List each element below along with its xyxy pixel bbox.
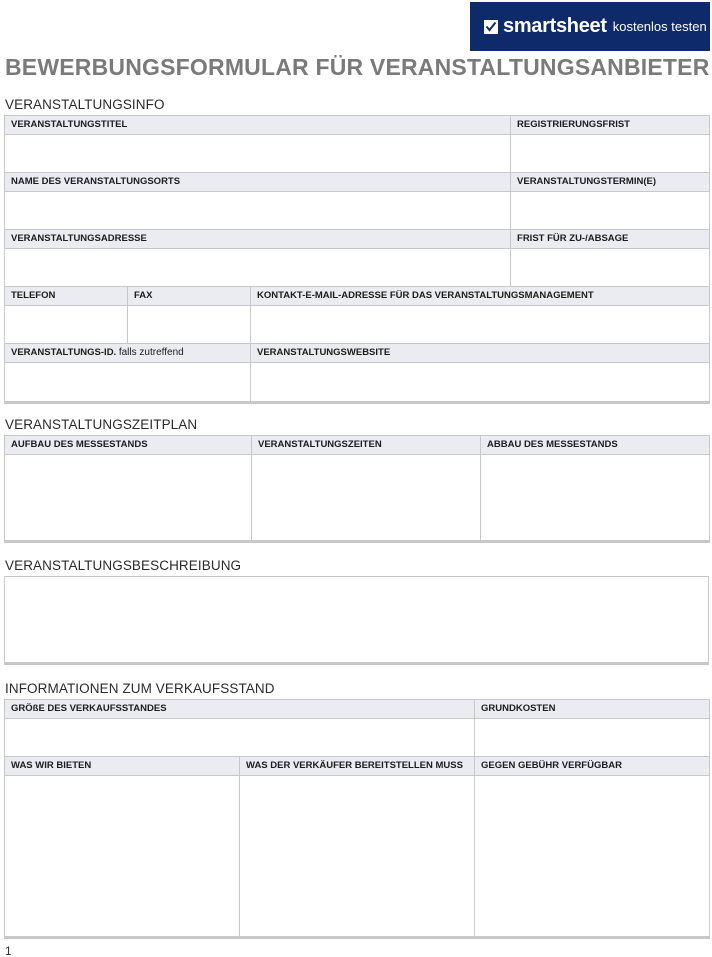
label-event-id-text: VERANSTALTUNGS-ID. (11, 347, 117, 358)
label-event-address: VERANSTALTUNGSADRESSE (5, 230, 511, 249)
label-booth-setup: AUFBAU DES MESSESTANDS (5, 436, 252, 455)
field-venue-name[interactable] (5, 192, 511, 230)
section-heading-event-info: VERANSTALTUNGSINFO (5, 97, 165, 112)
section-heading-schedule: VERANSTALTUNGSZEITPLAN (5, 417, 198, 432)
field-booth-teardown[interactable] (481, 455, 710, 542)
label-booth-teardown: ABBAU DES MESSESTANDS (481, 436, 710, 455)
label-we-offer: WAS WIR BIETEN (5, 757, 240, 776)
label-event-id (5, 344, 251, 363)
field-event-description[interactable] (5, 577, 709, 664)
schedule-table (4, 435, 710, 543)
field-event-id[interactable] (5, 363, 251, 403)
page-number: 1 (5, 944, 12, 957)
description-table (4, 576, 709, 665)
page-title: BEWERBUNGSFORMULAR FÜR VERANSTALTUNGSANBIETER (5, 54, 710, 80)
field-available-for-fee[interactable] (475, 776, 710, 938)
field-phone[interactable] (5, 306, 128, 344)
label-event-id-note: falls zutreffend (118, 347, 184, 358)
label-registration-deadline: REGISTRIERUNGSFRIST (511, 116, 710, 135)
field-event-title[interactable] (5, 135, 511, 173)
smartsheet-logo-icon (484, 20, 498, 34)
field-we-offer[interactable] (5, 776, 240, 938)
smartsheet-trial-banner[interactable] (470, 2, 710, 51)
label-phone: TELEFON (5, 287, 128, 306)
field-base-cost[interactable] (475, 719, 710, 757)
label-vendor-provides: WAS DER VERKÄUFER BEREITSTELLEN MUSS (240, 757, 475, 776)
banner-cta: kostenlos testen (612, 19, 707, 34)
label-booth-size: GRÖßE DES VERKAUFSSTANDES (5, 700, 475, 719)
field-contact-email[interactable] (251, 306, 710, 344)
booth-info-table (4, 699, 710, 939)
field-event-times[interactable] (252, 455, 481, 542)
label-venue-name: NAME DES VERANSTALTUNGSORTS (5, 173, 511, 192)
field-event-address[interactable] (5, 249, 511, 287)
label-event-title: VERANSTALTUNGSTITEL (5, 116, 511, 135)
label-contact-email: KONTAKT-E-MAIL-ADRESSE FÜR DAS VERANSTALTUNGSMANAGEMENT (251, 287, 710, 306)
label-acceptance-deadline: FRIST FÜR ZU-/ABSAGE (511, 230, 710, 249)
label-fax: FAX (128, 287, 251, 306)
section-heading-description: VERANSTALTUNGSBESCHREIBUNG (5, 558, 242, 573)
field-booth-setup[interactable] (5, 455, 252, 542)
field-fax[interactable] (128, 306, 251, 344)
label-event-times: VERANSTALTUNGSZEITEN (252, 436, 481, 455)
event-info-table (4, 115, 710, 404)
label-base-cost: GRUNDKOSTEN (475, 700, 710, 719)
field-event-website[interactable] (251, 363, 710, 403)
section-heading-booth-info: INFORMATIONEN ZUM VERKAUFSSTAND (5, 681, 275, 696)
label-available-for-fee: GEGEN GEBÜHR VERFÜGBAR (475, 757, 710, 776)
field-event-dates[interactable] (511, 192, 710, 230)
banner-brand: smartsheet (503, 15, 607, 37)
label-event-website: VERANSTALTUNGSWEBSITE (251, 344, 710, 363)
field-booth-size[interactable] (5, 719, 475, 757)
field-vendor-provides[interactable] (240, 776, 475, 938)
field-registration-deadline[interactable] (511, 135, 710, 173)
label-event-dates: VERANSTALTUNGSTERMIN(E) (511, 173, 710, 192)
field-acceptance-deadline[interactable] (511, 249, 710, 287)
